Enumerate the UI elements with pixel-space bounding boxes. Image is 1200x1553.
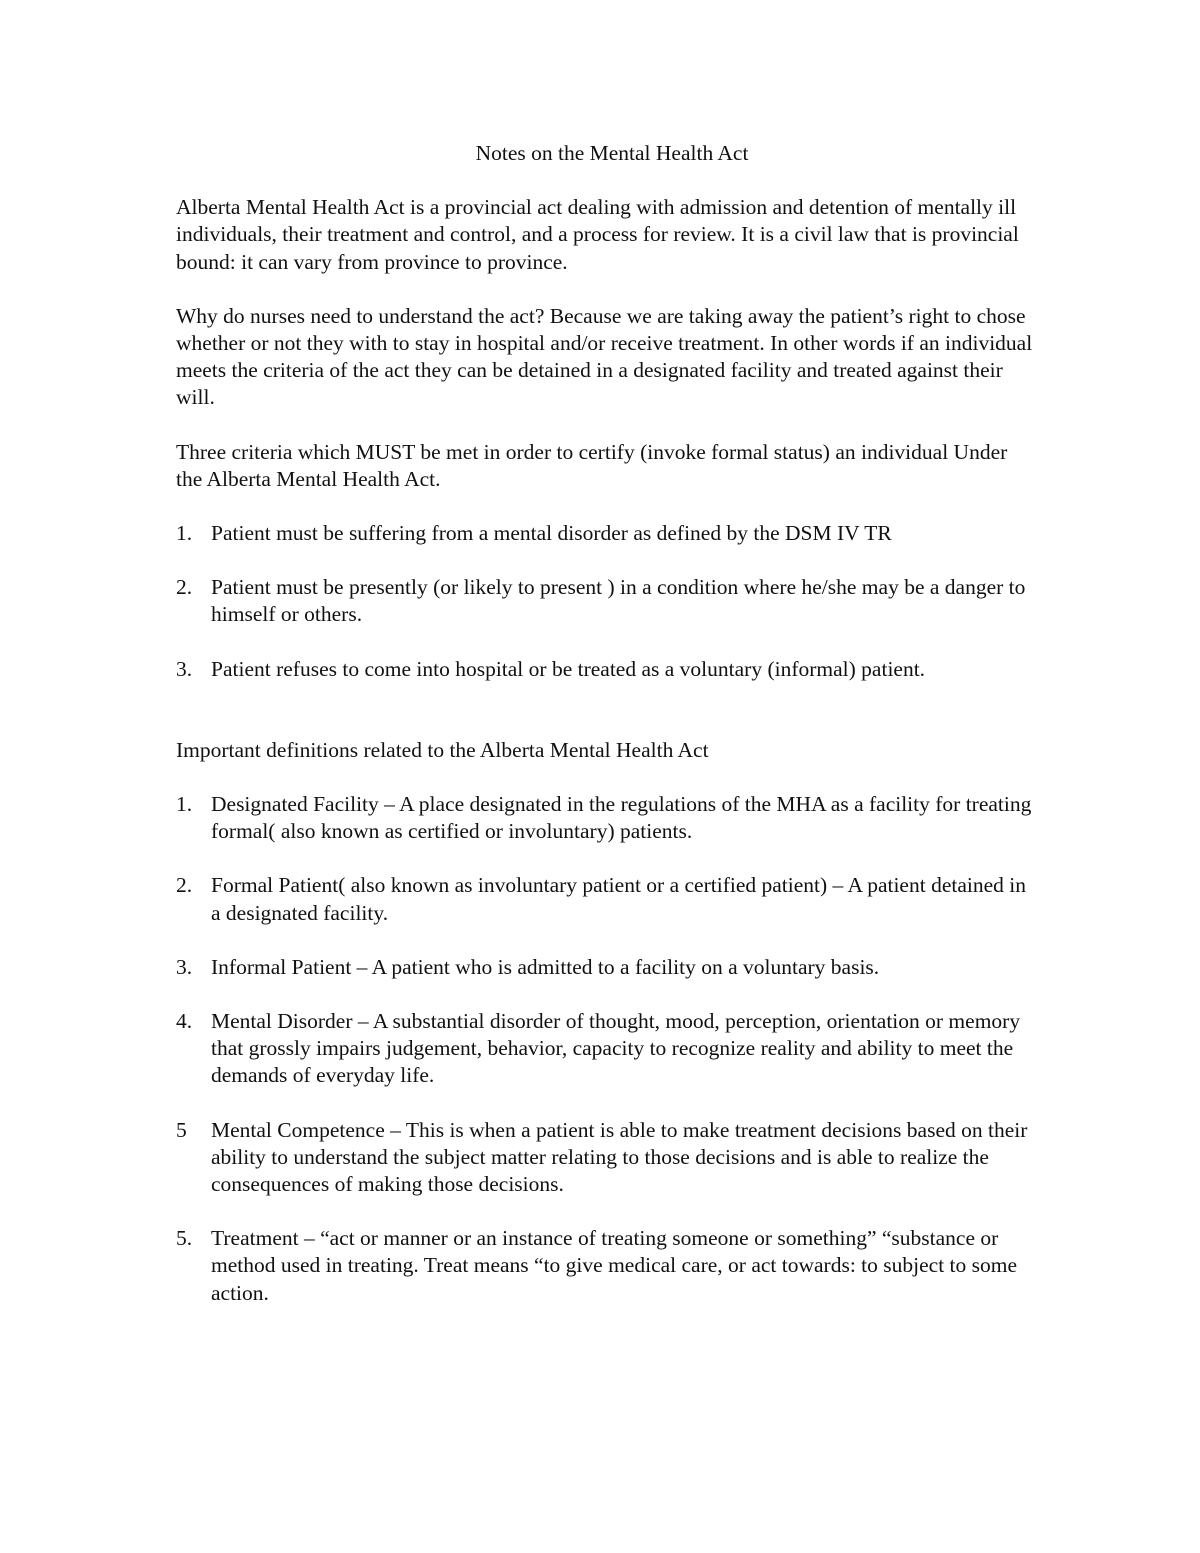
- list-text: Designated Facility – A place designated in the regulations of the MHA as a facility for treating formal( also known as certified or involuntary) patients.: [211, 792, 1032, 844]
- list-number: 5.: [176, 1226, 193, 1251]
- list-number: 3.: [176, 656, 193, 681]
- definitions-list: [176, 791, 1036, 1307]
- criteria-item: [176, 656, 1036, 683]
- definition-item: [176, 791, 1036, 845]
- criteria-item: [176, 520, 1036, 547]
- definition-item: [176, 954, 1036, 981]
- list-text: Formal Patient( also known as involuntary patient or a certified patient) – A patient detained in a designated facility.: [211, 873, 1026, 925]
- definition-item: [176, 1117, 1036, 1199]
- list-text: Treatment – “act or manner or an instance of treating someone or something” “substance or method used in treating. Treat means “to give medical care, or act towards: to subject to some action.: [211, 1226, 1018, 1305]
- definition-item: [176, 872, 1036, 926]
- document-title: Notes on the Mental Health Act: [475, 141, 749, 165]
- list-number: 1.: [176, 521, 193, 546]
- intro-paragraph: Alberta Mental Health Act is a provincial act dealing with admission and detention of mentally ill individuals, their treatment and control, and a process for review. It is a civil law that is provincial bound: it can vary from province to province.: [176, 195, 1019, 274]
- document-body: [176, 140, 1036, 1334]
- list-text: Patient refuses to come into hospital or be treated as a voluntary (informal) patient.: [211, 656, 926, 681]
- criteria-intro-paragraph: Three criteria which MUST be met in order to certify (invoke formal status) an individual Under the Alberta Mental Health Act.: [176, 439, 1008, 491]
- list-number: 2.: [176, 873, 193, 898]
- list-number: 3.: [176, 954, 193, 979]
- list-number: 1.: [176, 792, 193, 817]
- definitions-heading: Important definitions related to the Alberta Mental Health Act: [176, 737, 709, 762]
- list-text: Patient must be presently (or likely to present ) in a condition where he/she may be a danger to himself or others.: [211, 575, 1026, 627]
- criteria-list: [176, 520, 1036, 683]
- definition-item: [176, 1008, 1036, 1090]
- criteria-item: [176, 574, 1036, 628]
- spacer: [176, 710, 1036, 737]
- list-number: 2.: [176, 575, 193, 600]
- list-number: 4.: [176, 1009, 193, 1034]
- why-paragraph: Why do nurses need to understand the act? Because we are taking away the patient’s right to chose whether or not they with to stay in hospital and/or receive treatment. In other words if an individual meets the criteria of the act they can be detained in a designated facility and treated against their will.: [176, 303, 1033, 410]
- list-text: Informal Patient – A patient who is admitted to a facility on a voluntary basis.: [211, 954, 880, 979]
- list-text: Mental Disorder – A substantial disorder of thought, mood, perception, orientation or memory that grossly impairs judgement, behavior, capacity to recognize reality and ability to meet the demands of everyday life.: [211, 1009, 1021, 1088]
- list-text: Mental Competence – This is when a patient is able to make treatment decisions based on their ability to understand the subject matter relating to those decisions and is able to realize the consequences of making those decisions.: [211, 1117, 1028, 1197]
- list-number: 5: [176, 1117, 187, 1142]
- list-text: Patient must be suffering from a mental disorder as defined by the DSM IV TR: [211, 521, 892, 546]
- definition-item: [176, 1225, 1036, 1307]
